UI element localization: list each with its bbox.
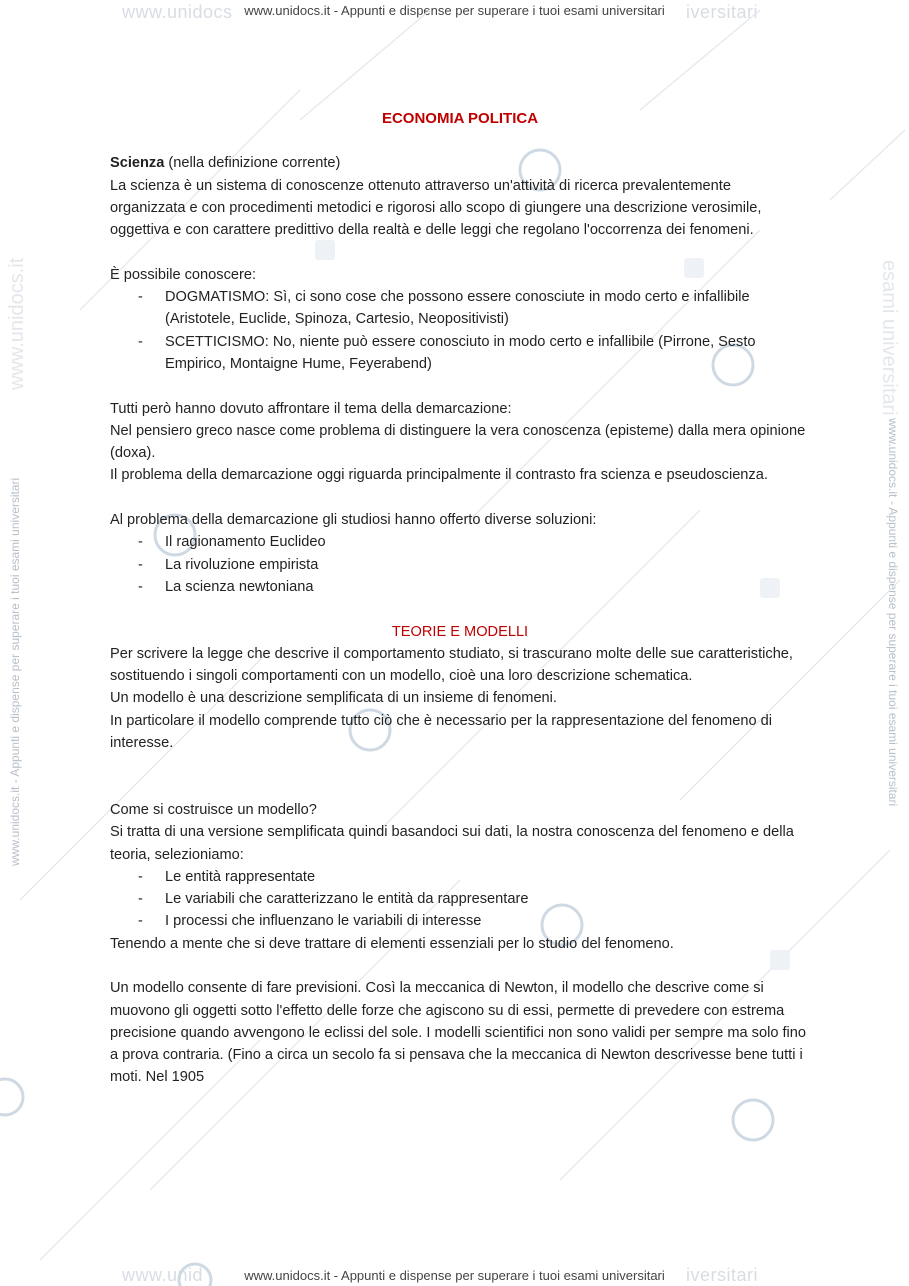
list-item: - Le entità rappresentate (110, 866, 810, 888)
demarcazione-paragraph-1: Tutti però hanno dovuto affrontare il tema della demarcazione: (110, 400, 512, 417)
costruisce-question: Come si costruisce un modello? (110, 801, 317, 818)
side-left-watermark: www.unidocs.it - Appunti e dispense per superare i tuoi esami universitari (8, 477, 22, 866)
header-watermark-link[interactable]: www.unidocs.it - Appunti e dispense per superare i tuoi esami universitari (244, 3, 665, 18)
footer-faded-right: iversitari (686, 1265, 759, 1285)
demarcazione-paragraph-3: Il problema della demarcazione oggi riguarda principalmente il contrasto fra scienza e pseudoscienza. (110, 467, 768, 484)
list-item: - DOGMATISMO: Sì, ci sono cose che possono essere conosciute in modo certo e infallibile (Aristotele, Euclide, Spinoza, Cartesio, Neopositivisti) (110, 286, 810, 331)
page-title: ECONOMIA POLITICA (381, 110, 539, 127)
previsioni-paragraph: Un modello consente di fare previsioni. Così la meccanica di Newton, il modello che descrive come si muovono gli oggetti sotto l'effetto delle forze che agiscono su di essi, permette di prevedere con estrema precisione quando avvengono le eclissi del sole. I modelli scientifici non sono validi per sempre ma solo fino a prova contraria. (Fino a circa un secolo fa si pensava che la meccanica di Newton descrivesse bene tutti i moti. Nel 1905 (110, 980, 807, 1086)
list-item: - SCETTICISMO: No, niente può essere conosciuto in modo certo e infallibile (Pirrone, Sesto Empirico, Montaigne Hume, Feyerabend) (110, 331, 810, 376)
modelli-paragraph-2: Un modello è una descrizione semplificata di un insieme di fenomeni. (110, 690, 557, 707)
modelli-paragraph-3: In particolare il modello comprende tutto ciò che è necessario per la rappresentazione del fenomeno di interesse. (110, 712, 772, 752)
modelli-paragraph-1: Per scrivere la legge che descrive il comportamento studiato, si trascurano molte delle sue caratteristiche, sostituendo i singoli comportamenti con un modello, cioè una loro descrizione schematica. (110, 645, 793, 685)
costruisce-list (110, 866, 810, 933)
list-item: - Le variabili che caratterizzano le entità da rappresentare (110, 888, 810, 910)
document-body (110, 108, 810, 1089)
possibile-list (110, 286, 810, 375)
section-title: TEORIE E MODELLI (391, 623, 529, 640)
scienza-heading (110, 152, 810, 174)
header-faded-left: www.unidocs (122, 2, 233, 22)
footer-watermark-link[interactable]: www.unidocs.it - Appunti e dispense per superare i tuoi esami universitari (244, 1268, 665, 1283)
costruisce-outro: Tenendo a mente che si deve trattare di elementi essenziali per lo studio del fenomeno. (110, 935, 674, 952)
scienza-definition: La scienza è un sistema di conoscenze ottenuto attraverso un'attività di ricerca prevalentemente organizzata e con procedimenti metodici e rigorosi allo scopo di giungere una descrizione verosimile, oggettiva e con carattere predittivo della realtà e delle leggi che regolano l'occorrenza dei fenomeni. (110, 177, 762, 239)
side-faded-left-watermark: www.unidocs.it (6, 257, 28, 390)
list-item: - I processi che influenzano le variabili di interesse (110, 910, 810, 932)
scienza-term: Scienza (110, 155, 165, 172)
list-item: - La scienza newtoniana (110, 576, 810, 598)
costruisce-intro: Si tratta di una versione semplificata quindi basandoci sui dati, la nostra conoscenza del fenomeno e della teoria, selezioniamo: (110, 824, 794, 863)
soluzioni-intro: Al problema della demarcazione gli studiosi hanno offerto diverse soluzioni: (110, 512, 597, 529)
soluzioni-list (110, 531, 810, 598)
side-faded-right-watermark: esami universitari (878, 260, 900, 416)
list-item: - La rivoluzione empirista (110, 554, 810, 576)
demarcazione-paragraph-2: Nel pensiero greco nasce come problema di distinguere la vera conoscenza (episteme) dalla mera opinione (doxa). (110, 422, 806, 462)
scienza-note: (nella definizione corrente) (164, 155, 341, 172)
header-faded-right: iversitari (686, 2, 759, 22)
side-right-watermark: www.unidocs.it - Appunti e dispense per superare i tuoi esami universitari (886, 418, 900, 807)
list-item: - Il ragionamento Euclideo (110, 531, 810, 553)
footer-faded-left: www.unid (122, 1265, 204, 1285)
possibile-intro: È possibile conoscere: (110, 266, 257, 283)
